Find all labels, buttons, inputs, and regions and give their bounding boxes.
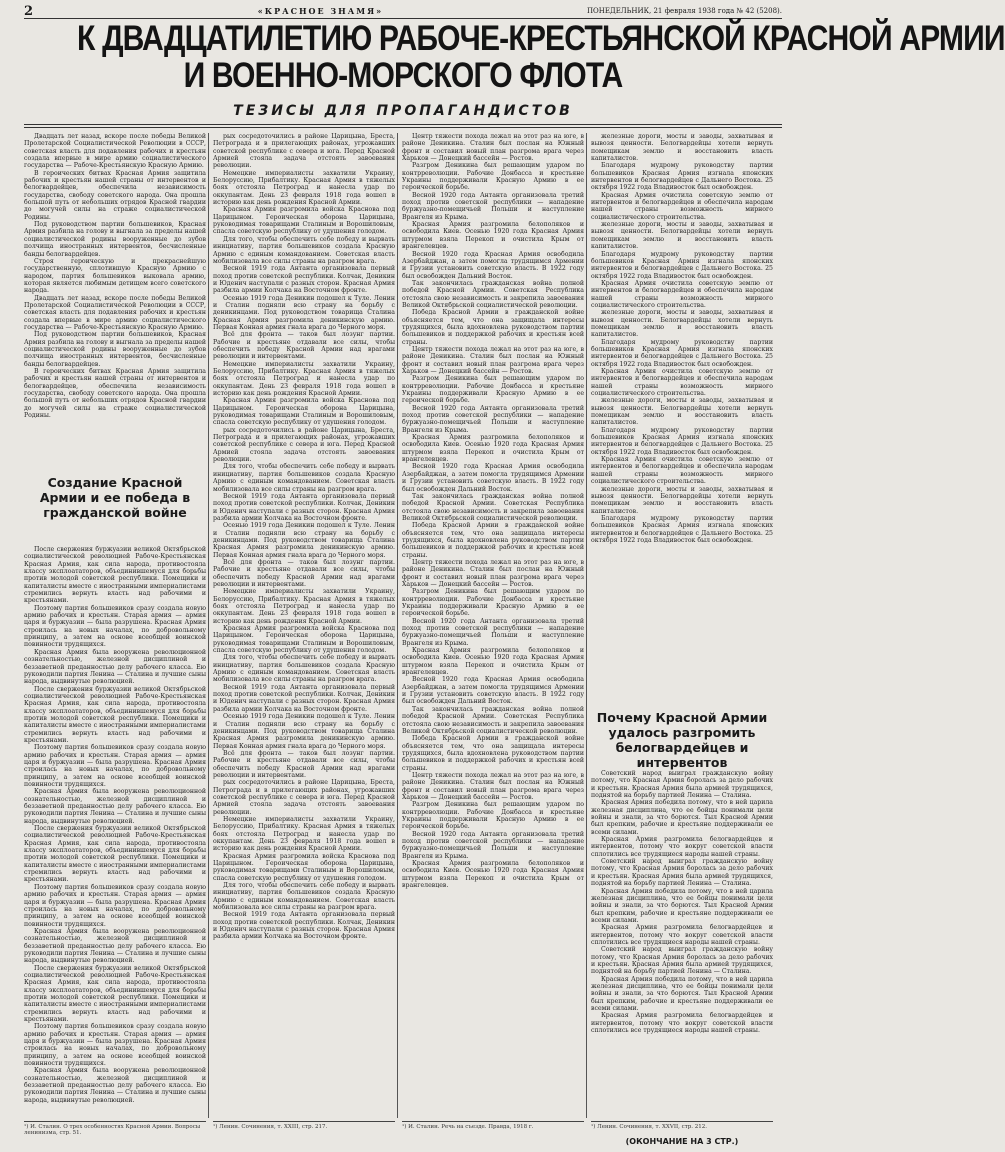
paragraph: Благодаря мудрому руководству партии большевиков Красная Армия изгнала японских интервентов и белогвардейцев с Дальнего Востока. 25 октября 1922 года Владивосток был освобожден.	[591, 250, 773, 280]
paragraph: Благодаря мудрому руководству партии большевиков Красная Армия изгнала японских интервентов и белогвардейцев с Дальнего Востока. 25 октября 1922 года Владивосток был освобожден.	[591, 338, 773, 368]
header-rule	[24, 124, 782, 125]
paragraph: Красная Армия разгромила белополяков и освободила Киев. Осенью 1920 года Красная Армия штурмом взяла Перекоп и очистила Крым от врангелевцев.	[402, 221, 584, 251]
section-title: Создание Красной Армии и ее победа в гражданской войне	[39, 475, 191, 520]
paragraph: Красная Армия была вооружена революционной сознательностью, железной дисциплиной и беззаветной преданностью делу рабочего класса. Ею руководили партия Ленина — Сталина и лучшие сыны народа, выдвинутые революцией.	[24, 927, 206, 965]
date-issue: ПОНЕДЕЛЬНИК, 21 февраля 1938 года № 42 (5208).	[586, 7, 782, 15]
paragraph: Для того, чтобы обеспечить себе победу и вырвать инициативу, партия большевиков создала Красную Армию с единым командованием. Советская власть мобилизовала все силы страны на разгром врага.	[213, 882, 395, 912]
paragraph: рых сосредоточились в районе Царицына, Бреста, Петрограда и в прилегающих районах, угрожавших советской республике с севера и юга. Перед Красной Армией стояла задача отстоять завоевания революции.	[213, 426, 395, 464]
paragraph: Красная Армия разгромила белополяков и освободила Киев. Осенью 1920 года Красная Армия штурмом взяла Перекоп и очистила Крым от врангелевцев.	[402, 860, 584, 890]
paragraph: Под руководством партии большевиков, Красная Армия разбила на голову и выгнала за пределы нашей социалистической родины вооруженные до зубов полчища иностранных интервентов, бесчисленные банды белогвардейцев.	[24, 221, 206, 258]
paragraph: Поэтому партия большевиков сразу создала новую армию рабочих и крестьян. Старая армия — армия царя и буржуазии — была разрушена. Красная Армия строилась на новых началах, по добровольному принципу, а затем на основе всеобщей воинской повинности трудящихся.	[24, 744, 206, 788]
paragraph: Разгром Деникина был решающим ударом по контрреволюции. Рабочие Донбасса и крестьяне Украины поддерживали Красную Армию в ее героической борьбе.	[402, 801, 584, 831]
paragraph: В героических битвах Красная Армия защитила рабочих и крестьян нашей страны от интервентов и белогвардейцев, обеспечила независимость государства, свободу советского народа. Она прошла большой путь от небольших отрядов Красной гвардии до могучей силы на страже социалистической Родины.	[24, 169, 206, 221]
masthead	[24, 4, 782, 19]
page-headline	[24, 19, 1005, 95]
paragraph: Разгром Деникина был решающим ударом по контрреволюции. Рабочие Донбасса и крестьяне Украины поддерживали Красную Армию в ее героической борьбе.	[402, 588, 584, 618]
paragraph: Красная Армия разгромила белополяков и освободила Киев. Осенью 1920 года Красная Армия штурмом взяла Перекоп и очистила Крым от врангелевцев.	[402, 647, 584, 677]
paragraph: Красная Армия очистила советскую землю от интервентов и белогвардейцев и обеспечила народам нашей страны возможность мирного социалистического строительства.	[591, 191, 773, 221]
paragraph: Красная Армия разгромила войска Краснова под Царицыном. Героическая оборона Царицына, руководимая товарищами Сталиным и Ворошиловым, спасла советскую республику от удушения голодом.	[213, 206, 395, 236]
paragraph: Центр тяжести похода лежал на этот раз на юге, в районе Деникина. Сталин был послан на Южный фронт и составил новый план разгрома врага через Харьков — Донецкий бассейн — Ростов.	[402, 133, 584, 163]
article-column-3	[402, 133, 584, 1127]
paragraph: Для того, чтобы обеспечить себе победу и вырвать инициативу, партия большевиков создала Красную Армию с единым командованием. Советская власть мобилизовала все силы страны на разгром врага.	[213, 463, 395, 493]
paragraph: Для того, чтобы обеспечить себе победу и вырвать инициативу, партия большевиков создала Красную Армию с единым командованием. Советская власть мобилизовала все силы страны на разгром врага.	[213, 654, 395, 684]
paragraph: Немецкие империалисты захватили Украину, Белоруссию, Прибалтику. Красная Армия в тяжелых боях отстояла Петроград и нанесла удар по оккупантам. День 23 февраля 1918 года вошел в историю как день рождения Красной Армии.	[213, 815, 395, 853]
paragraph: Немецкие империалисты захватили Украину, Белоруссию, Прибалтику. Красная Армия в тяжелых боях отстояла Петроград и нанесла удар по оккупантам. День 23 февраля 1918 года вошел в историю как день рождения Красной Армии.	[213, 360, 395, 398]
paragraph: Красная Армия разгромила войска Краснова под Царицыном. Героическая оборона Царицына, руководимая товарищами Сталиным и Ворошиловым, спасла советскую республику от удушения голодом.	[213, 852, 395, 882]
paragraph: Советский народ выиграл гражданскую войну потому, что Красная Армия боролась за дело рабочих и крестьян. Красная Армия была армией трудящихся, поднятой на борьбу партией Ленина — Сталина.	[591, 858, 773, 888]
footnote: ¹) Ленин. Сочинения, т. XXVII, стр. 212.	[591, 1121, 773, 1130]
paragraph: Красная Армия была вооружена революционной сознательностью, железной дисциплиной и беззаветной преданностью делу рабочего класса. Ею руководили партия Ленина — Сталина и лучшие сыны народа, выдвинутые революцией.	[24, 648, 206, 686]
article-column-4-lower	[591, 770, 773, 1118]
header-rule-thin	[24, 127, 782, 128]
paragraph: Красная Армия разгромила белогвардейцев и интервентов, потому что вокруг советской власти сплотились все трудящиеся народы нашей страны.	[591, 836, 773, 858]
paragraph: Красная Армия победила потому, что в ней царила железная дисциплина, что ее бойцы понимали цели войны и знали, за что борются. Тыл Красной Армии был крепким, рабочие и крестьяне поддерживали ее всеми силами.	[591, 799, 773, 836]
paragraph: После свержения буржуазии великой Октябрьской социалистической революцией Рабоче-Крестьянская Красная Армия, как сила народа, противостояла классу эксплоататоров, объединившемуся для борьбы против молодой советской республики. Помещики и капиталисты вместе с иностранными империалистами стремились вернуть власть над рабочими и крестьянами.	[24, 964, 206, 1023]
paragraph: Весной 1920 года Антанта организовала третий поход против советской республики — нападение буржуазно-помещичьей Польши и наступление Врангеля из Крыма.	[402, 830, 584, 860]
article-column-4	[591, 133, 773, 709]
paragraph: Так закончилась гражданская война полной победой Красной Армии. Советская Республика отстояла свою независимость и закрепила завоевания Великой Октябрьской социалистической революции.	[402, 705, 584, 735]
column-divider	[208, 133, 209, 1118]
paragraph: Советский народ выиграл гражданскую войну потому, что Красная Армия боролась за дело рабочих и крестьян. Красная Армия была армией трудящихся, поднятой на борьбу партией Ленина — Сталина.	[591, 770, 773, 800]
paragraph: Весной 1920 года Красная Армия освободила Азербайджан, а затем помогла трудящимся Армении и Грузии установить советскую власть. В 1922 году был освобожден Дальний Восток.	[402, 463, 584, 493]
paragraph: Весной 1919 года Антанта организовала первый поход против советской республики. Колчак, Деникин и Юденич наступали с разных сторон. Красная Армия разбила армии Колчака на Восточном фронте.	[213, 683, 395, 713]
article-column-1-lower	[24, 546, 206, 1106]
paragraph: Так закончилась гражданская война полной победой Красной Армии. Советская Республика отстояла свою независимость и закрепила завоевания Великой Октябрьской социалистической революции.	[402, 492, 584, 522]
paragraph: железные дороги, мосты и заводы, захватывая и вывозя ценности. Белогвардейцы хотели вернуть помещикам землю и восстановить власть капиталистов.	[591, 485, 773, 515]
paragraph: Немецкие империалисты захватили Украину, Белоруссию, Прибалтику. Красная Армия в тяжелых боях отстояла Петроград и нанесла удар по оккупантам. День 23 февраля 1918 года вошел в историю как день рождения Красной Армии.	[213, 588, 395, 625]
paragraph: Красная Армия разгромила белополяков и освободила Киев. Осенью 1920 года Красная Армия штурмом взяла Перекоп и очистила Крым от врангелевцев.	[402, 434, 584, 464]
paragraph: Двадцать лет назад, вскоре после победы Великой Пролетарской Социалистической Революции в СССР, советская власть для подавления рабочих и крестьян создала впервые в мире армию социалистического государства — Рабоче-Крестьянскую Красную Армию.	[24, 133, 206, 170]
paper-name: «КРАСНОЕ ЗНАМЯ»	[257, 6, 384, 16]
paragraph: Строя героическую и прекраснейшую государственную, сплотившую Красную Армию с народом, партия большевиков выковала армию, которая является любимым детищем всего советского народа.	[24, 257, 206, 295]
paragraph: Весной 1920 года Красная Армия освободила Азербайджан, а затем помогла трудящимся Армении и Грузии установить советскую власть. В 1922 году был освобожден Дальний Восток.	[402, 676, 584, 706]
paragraph: Поэтому партия большевиков сразу создала новую армию рабочих и крестьян. Старая армия — армия царя и буржуазии — была разрушена. Красная Армия строилась на новых началах, по добровольному принципу, а затем на основе всеобщей воинской повинности трудящихся.	[24, 1023, 206, 1068]
continued-note: (ОКОНЧАНИЕ НА 3 СТР.)	[625, 1137, 739, 1146]
paragraph: Всё для фронта — таков был лозунг партии. Рабочие и крестьяне отдавали все силы, чтобы обеспечить победу Красной Армии над врагами революции и интервентами.	[213, 558, 395, 588]
paragraph: Весной 1919 года Антанта организовала первый поход против советской республики. Колчак, Деникин и Юденич наступали с разных сторон. Красная Армия разбила армии Колчака на Восточном фронте.	[213, 265, 395, 295]
paragraph: Красная Армия очистила советскую землю от интервентов и белогвардейцев и обеспечила народам нашей страны возможность мирного социалистического строительства.	[591, 279, 773, 309]
paragraph: После свержения буржуазии великой Октябрьской социалистической революцией Рабоче-Крестьянская Красная Армия, как сила народа, противостояла классу эксплоататоров, объединившемуся для борьбы против молодой советской республики. Помещики и капиталисты вместе с иностранными империалистами стремились вернуть власть над рабочими и крестьянами.	[24, 546, 206, 605]
paragraph: Осенью 1919 года Деникин подошел к Туле. Ленин и Сталин подняли всю страну на борьбу с деникинцами. Под руководством товарища Сталина Красная Армия разгромила деникинскую армию. Первая Конная армия гнала врага до Черного моря.	[213, 713, 395, 750]
paragraph: рых сосредоточились в районе Царицына, Бреста, Петрограда и в прилегающих районах, угрожавших советской республике с севера и юга. Перед Красной Армией стояла задача отстоять завоевания революции.	[213, 133, 395, 170]
paragraph: Красная Армия разгромила белогвардейцев и интервентов, потому что вокруг советской власти сплотились все трудящиеся народы нашей страны.	[591, 924, 773, 946]
paragraph: Победа Красной Армии в гражданской войне объясняется тем, что она защищала интересы трудящихся, была вдохновлена руководством партии большевиков и поддержкой рабочих и крестьян всей страны.	[402, 735, 584, 772]
paragraph: Под руководством партии большевиков, Красная Армия разбила на голову и выгнала за пределы нашей социалистической родины вооруженные до зубов полчища иностранных интервентов, бесчисленные банды белогвардейцев.	[24, 331, 206, 368]
paragraph: Центр тяжести похода лежал на этот раз на юге, в районе Деникина. Сталин был послан на Южный фронт и составил новый план разгрома врага через Харьков — Донецкий бассейн — Ростов.	[402, 345, 584, 375]
paragraph: Центр тяжести похода лежал на этот раз на юге, в районе Деникина. Сталин был послан на Южный фронт и составил новый план разгрома врага через Харьков — Донецкий бассейн — Ростов.	[402, 771, 584, 801]
paragraph: железные дороги, мосты и заводы, захватывая и вывозя ценности. Белогвардейцы хотели вернуть помещикам землю и восстановить власть капиталистов.	[591, 397, 773, 427]
paragraph: Центр тяжести похода лежал на этот раз на юге, в районе Деникина. Сталин был послан на Южный фронт и составил новый план разгрома врага через Харьков — Донецкий бассейн — Ростов.	[402, 558, 584, 588]
paragraph: Весной 1920 года Красная Армия освободила Азербайджан, а затем помогла трудящимся Армении и Грузии установить советскую власть. В 1922 году был освобожден Дальний Восток.	[402, 250, 584, 280]
paragraph: Поэтому партия большевиков сразу создала новую армию рабочих и крестьян. Старая армия — армия царя и буржуазии — была разрушена. Красная Армия строилась на новых началах, по добровольному принципу, а затем на основе всеобщей воинской повинности трудящихся.	[24, 604, 206, 649]
paragraph: Немецкие империалисты захватили Украину, Белоруссию, Прибалтику. Красная Армия в тяжелых боях отстояла Петроград и нанесла удар по оккупантам. День 23 февраля 1918 года вошел в историю как день рождения Красной Армии.	[213, 169, 395, 207]
paragraph: Красная Армия очистила советскую землю от интервентов и белогвардейцев и обеспечила народам нашей страны возможность мирного социалистического строительства.	[591, 456, 773, 486]
paragraph: Красная Армия победила потому, что в ней царила железная дисциплина, что ее бойцы понимали цели войны и знали, за что борются. Тыл Красной Армии был крепким, рабочие и крестьяне поддерживали ее всеми силами.	[591, 975, 773, 1012]
article-column-1	[24, 133, 206, 469]
paragraph: Всё для фронта — таков был лозунг партии. Рабочие и крестьяне отдавали все силы, чтобы обеспечить победу Красной Армии над врагами революции и интервентами.	[213, 749, 395, 779]
paragraph: Благодаря мудрому руководству партии большевиков Красная Армия изгнала японских интервентов и белогвардейцев с Дальнего Востока. 25 октября 1922 года Владивосток был освобожден.	[591, 162, 773, 192]
headline-line-2: И ВОЕННО-МОРСКОГО ФЛОТА	[183, 56, 623, 95]
paragraph: железные дороги, мосты и заводы, захватывая и вывозя ценности. Белогвардейцы хотели вернуть помещикам землю и восстановить власть капиталистов.	[591, 133, 773, 163]
paragraph: рых сосредоточились в районе Царицына, Бреста, Петрограда и в прилегающих районах, угрожавших советской республике с севера и юга. Перед Красной Армией стояла задача отстоять завоевания революции.	[213, 779, 395, 816]
paragraph: железные дороги, мосты и заводы, захватывая и вывозя ценности. Белогвардейцы хотели вернуть помещикам землю и восстановить власть капиталистов.	[591, 221, 773, 251]
paragraph: Весной 1919 года Антанта организовала первый поход против советской республики. Колчак, Деникин и Юденич наступали с разных сторон. Красная Армия разбила армии Колчака на Восточном фронте.	[213, 911, 395, 941]
paragraph: Для того, чтобы обеспечить себе победу и вырвать инициативу, партия большевиков создала Красную Армию с единым командованием. Советская власть мобилизовала все силы страны на разгром врага.	[213, 235, 395, 265]
page-number: 2	[24, 3, 34, 19]
paragraph: Всё для фронта — таков был лозунг партии. Рабочие и крестьяне отдавали все силы, чтобы обеспечить победу Красной Армии над врагами революции и интервентами.	[213, 331, 395, 361]
paragraph: Благодаря мудрому руководству партии большевиков Красная Армия изгнала японских интервентов и белогвардейцев с Дальнего Востока. 25 октября 1922 года Владивосток был освобожден.	[591, 426, 773, 456]
paragraph: Весной 1920 года Антанта организовала третий поход против советской республики — нападение буржуазно-помещичьей Польши и наступление Врангеля из Крыма.	[402, 404, 584, 434]
footnote: ¹) И. Сталин. Речь на съезде. Правда, 1918 г.	[402, 1121, 584, 1130]
paragraph: Весной 1919 года Антанта организовала первый поход против советской республики. Колчак, Деникин и Юденич наступали с разных сторон. Красная Армия разбила армии Колчака на Восточном фронте.	[213, 492, 395, 522]
paragraph: Весной 1920 года Антанта организовала третий поход против советской республики — нападение буржуазно-помещичьей Польши и наступление Врангеля из Крыма.	[402, 191, 584, 221]
paragraph: Разгром Деникина был решающим ударом по контрреволюции. Рабочие Донбасса и крестьяне Украины поддерживали Красную Армию в ее героической борьбе.	[402, 162, 584, 192]
paragraph: Красная Армия была вооружена революционной сознательностью, железной дисциплиной и беззаветной преданностью делу рабочего класса. Ею руководили партия Ленина — Сталина и лучшие сыны народа, выдвинутые революцией.	[24, 1067, 206, 1104]
footnote: ¹) Ленин. Сочинения, т. XXIII, стр. 217.	[213, 1121, 395, 1130]
headline-subtitle: ТЕЗИСЫ ДЛЯ ПРОПАГАНДИСТОВ	[233, 103, 573, 119]
headline-line-1: К ДВАДЦАТИЛЕТИЮ РАБОЧЕ-КРЕСТЬЯНСКОЙ КРАСНОЙ АРМИИ	[77, 19, 1005, 58]
paragraph: Красная Армия победила потому, что в ней царила железная дисциплина, что ее бойцы понимали цели войны и знали, за что борются. Тыл Красной Армии был крепким, рабочие и крестьяне поддерживали ее всеми силами.	[591, 887, 773, 924]
paragraph: Победа Красной Армии в гражданской войне объясняется тем, что она защищала интересы трудящихся, была вдохновлена руководством партии большевиков и поддержкой рабочих и крестьян всей страны.	[402, 309, 584, 346]
column-divider	[586, 133, 587, 1118]
paragraph: Красная Армия очистила советскую землю от интервентов и белогвардейцев и обеспечила народам нашей страны возможность мирного социалистического строительства.	[591, 368, 773, 398]
paragraph: Советский народ выиграл гражданскую войну потому, что Красная Армия боролась за дело рабочих и крестьян. Красная Армия была армией трудящихся, поднятой на борьбу партией Ленина — Сталина.	[591, 946, 773, 976]
paragraph: Красная Армия разгромила войска Краснова под Царицыном. Героическая оборона Царицына, руководимая товарищами Сталиным и Ворошиловым, спасла советскую республику от удушения голодом.	[213, 397, 395, 427]
footnote: ¹) И. Сталин. О трех особенностях Красной Армии. Вопросы ленинизма, стр. 51.	[24, 1121, 206, 1137]
paragraph: Благодаря мудрому руководству партии большевиков Красная Армия изгнала японских интервентов и белогвардейцев с Дальнего Востока. 25 октября 1922 года Владивосток был освобожден.	[591, 514, 773, 544]
column-divider	[397, 133, 398, 1118]
paragraph: После свержения буржуазии великой Октябрьской социалистической революцией Рабоче-Крестьянская Красная Армия, как сила народа, противостояла классу эксплоататоров, объединившемуся для борьбы против молодой советской республики. Помещики и капиталисты вместе с иностранными империалистами стремились вернуть власть над рабочими и крестьянами.	[24, 825, 206, 884]
paragraph: После свержения буржуазии великой Октябрьской социалистической революцией Рабоче-Крестьянская Красная Армия, как сила народа, противостояла классу эксплоататоров, объединившемуся для борьбы против молодой советской республики. Помещики и капиталисты вместе с иностранными империалистами стремились вернуть власть над рабочими и крестьянами.	[24, 685, 206, 744]
paragraph: Весной 1920 года Антанта организовала третий поход против советской республики — нападение буржуазно-помещичьей Польши и наступление Врангеля из Крыма.	[402, 617, 584, 647]
paragraph: железные дороги, мосты и заводы, захватывая и вывозя ценности. Белогвардейцы хотели вернуть помещикам землю и восстановить власть капиталистов.	[591, 309, 773, 339]
article-column-2	[213, 133, 395, 1127]
paragraph: Красная Армия разгромила белогвардейцев и интервентов, потому что вокруг советской власти сплотились все трудящиеся народы нашей страны.	[591, 1012, 773, 1035]
paragraph: Разгром Деникина был решающим ударом по контрреволюции. Рабочие Донбасса и крестьяне Украины поддерживали Красную Армию в ее героической борьбе.	[402, 375, 584, 405]
paragraph: В героических битвах Красная Армия защитила рабочих и крестьян нашей страны от интервентов и белогвардейцев, обеспечила независимость государства, свободу советского народа. Она прошла большой путь от небольших отрядов Красной гвардии до могучей силы на страже социалистической Родины.	[24, 368, 206, 420]
paragraph: Осенью 1919 года Деникин подошел к Туле. Ленин и Сталин подняли всю страну на борьбу с деникинцами. Под руководством товарища Сталина Красная Армия разгромила деникинскую армию. Первая Конная армия гнала врага до Черного моря.	[213, 294, 395, 331]
section-title: Почему Красной Армии удалось разгромить белогвардейцев и интервентов	[596, 710, 768, 770]
paragraph: Поэтому партия большевиков сразу создала новую армию рабочих и крестьян. Старая армия — армия царя и буржуазии — была разрушена. Красная Армия строилась на новых началах, по добровольному принципу, а затем на основе всеобщей воинской повинности трудящихся.	[24, 883, 206, 928]
paragraph: Осенью 1919 года Деникин подошел к Туле. Ленин и Сталин подняли всю страну на борьбу с деникинцами. Под руководством товарища Сталина Красная Армия разгромила деникинскую армию. Первая Конная армия гнала врага до Черного моря.	[213, 522, 395, 559]
paragraph: Победа Красной Армии в гражданской войне объясняется тем, что она защищала интересы трудящихся, была вдохновлена руководством партии большевиков и поддержкой рабочих и крестьян всей страны.	[402, 522, 584, 559]
paragraph: Красная Армия разгромила войска Краснова под Царицыном. Героическая оборона Царицына, руководимая товарищами Сталиным и Ворошиловым, спасла советскую республику от удушения голодом.	[213, 625, 395, 655]
paragraph: Красная Армия была вооружена революционной сознательностью, железной дисциплиной и беззаветной преданностью делу рабочего класса. Ею руководили партия Ленина — Сталина и лучшие сыны народа, выдвинутые революцией.	[24, 788, 206, 825]
paragraph: Так закончилась гражданская война полной победой Красной Армии. Советская Республика отстояла свою независимость и закрепила завоевания Великой Октябрьской социалистической революции.	[402, 279, 584, 309]
paragraph: Двадцать лет назад, вскоре после победы Великой Пролетарской Социалистической Революции в СССР, советская власть для подавления рабочих и крестьян создала впервые в мире армию социалистического государства — Рабоче-Крестьянскую Красную Армию.	[24, 294, 206, 331]
